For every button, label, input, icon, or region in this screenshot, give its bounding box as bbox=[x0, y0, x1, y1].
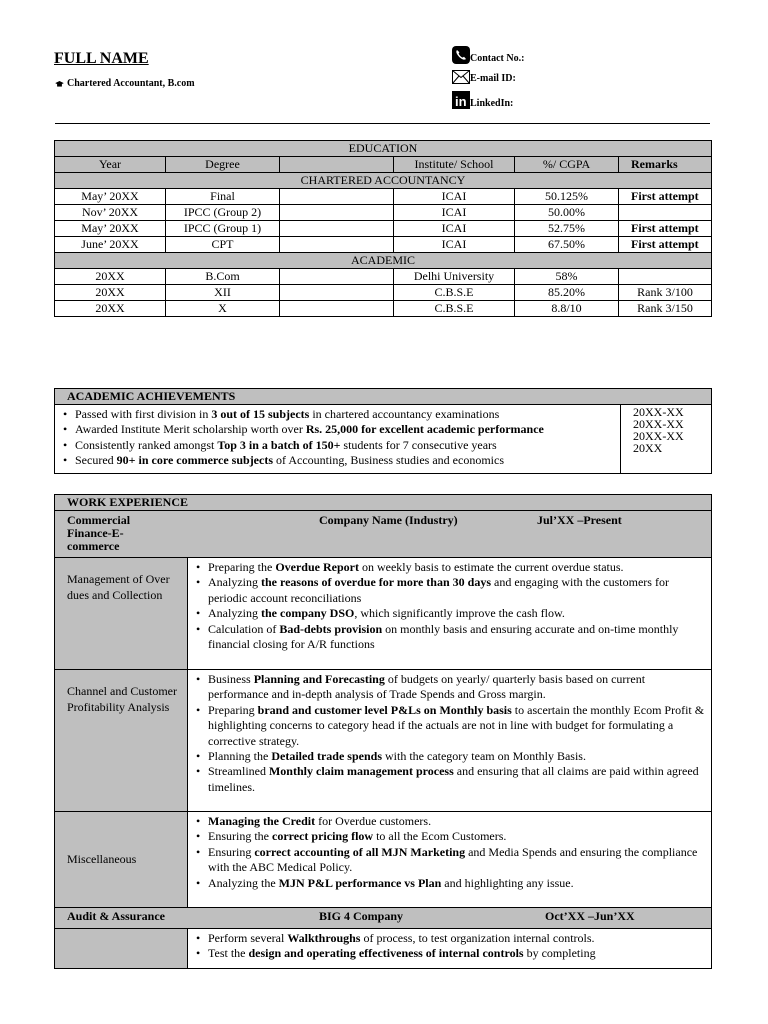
linkedin-label: LinkedIn: bbox=[470, 98, 514, 109]
qualification-text: Chartered Accountant, B.com bbox=[67, 78, 195, 89]
list-item: • Streamlined Monthly claim management process and ensuring that all claims are paid within agreed timelines. bbox=[198, 764, 707, 795]
phone-icon bbox=[452, 46, 470, 64]
ca-title: CHARTERED ACCOUNTANCY bbox=[55, 173, 712, 189]
graduation-cap-icon bbox=[55, 81, 64, 87]
work-title: WORK EXPERIENCE bbox=[55, 495, 712, 511]
header-cgpa: %/ CGPA bbox=[515, 157, 619, 173]
list-item: • Awarded Institute Merit scholarship worth over Rs. 25,000 for excellent academic performance bbox=[65, 422, 618, 437]
job2-section bbox=[55, 929, 712, 969]
list-item: • Perform several Walkthroughs of process, to test organization internal controls. bbox=[198, 931, 707, 946]
header-year: Year bbox=[55, 157, 166, 173]
work-experience-table bbox=[54, 494, 712, 969]
list-item: • Test the design and operating effectiveness of internal controls by completing bbox=[198, 946, 707, 961]
list-item: • Consistently ranked amongst Top 3 in a batch of 150+ students for 7 consecutive years bbox=[65, 438, 618, 453]
table-row: 20XX B.Com Delhi University 58% bbox=[55, 269, 712, 285]
email-icon bbox=[452, 70, 470, 84]
header-divider bbox=[55, 123, 710, 124]
linkedin-row bbox=[452, 91, 513, 109]
job2-company: BIG 4 Company bbox=[319, 909, 404, 923]
table-row: May’ 20XX Final ICAI 50.125% First attempt bbox=[55, 189, 712, 205]
list-item: • Business Planning and Forecasting of budgets on yearly/ quarterly basis based on current performance and in-depth analysis of Trade Spends and Gross margin. bbox=[198, 672, 707, 703]
section-label: Management of Over dues and Collection bbox=[55, 558, 188, 670]
list-item: • Ensuring the correct pricing flow to all the Ecom Customers. bbox=[198, 829, 707, 844]
email-label: E-mail ID: bbox=[470, 73, 516, 84]
achievements-years: 20XX-XX 20XX-XX 20XX-XX 20XX bbox=[621, 405, 712, 474]
job2-period: Oct’XX –Jun’XX bbox=[545, 909, 635, 923]
email-row bbox=[452, 70, 516, 84]
header-remarks: Remarks bbox=[619, 157, 712, 173]
list-item: • Managing the Credit for Overdue customers. bbox=[198, 814, 707, 829]
job1-header bbox=[55, 511, 712, 558]
linkedin-icon bbox=[452, 91, 470, 109]
table-row: Nov’ 20XX IPCC (Group 2) ICAI 50.00% bbox=[55, 205, 712, 221]
job1-company: Company Name (Industry) bbox=[319, 513, 458, 527]
list-item: • Analyzing the reasons of overdue for more than 30 days and engaging with the customers for periodic account reconciliations bbox=[198, 575, 707, 606]
full-name: FULL NAME bbox=[54, 50, 149, 67]
list-item: • Calculation of Bad-debts provision on monthly basis and ensuring accurate and on-time monthly financial closing for A/R functions bbox=[198, 622, 707, 653]
achievements-table bbox=[54, 388, 712, 474]
table-row: May’ 20XX IPCC (Group 1) ICAI 52.75% First attempt bbox=[55, 221, 712, 237]
list-item: • Preparing the Overdue Report on weekly basis to estimate the current overdue status. bbox=[198, 560, 707, 575]
education-title: EDUCATION bbox=[55, 141, 712, 157]
qualification bbox=[55, 78, 195, 89]
section-label: Miscellaneous bbox=[55, 812, 188, 908]
job1-section bbox=[55, 670, 712, 812]
job2-role: Audit & Assurance bbox=[67, 909, 166, 923]
list-item: • Analyzing the company DSO, which significantly improve the cash flow. bbox=[198, 606, 707, 621]
header-blank bbox=[280, 157, 394, 173]
svg-text:in: in bbox=[455, 94, 467, 109]
table-row: 20XX X C.B.S.E 8.8/10 Rank 3/150 bbox=[55, 301, 712, 317]
job1-role: Commercial Finance-E-commerce bbox=[67, 513, 131, 553]
header-institute: Institute/ School bbox=[394, 157, 515, 173]
job2-header bbox=[55, 908, 712, 929]
job1-section bbox=[55, 812, 712, 908]
list-item: • Passed with first division in 3 out of 15 subjects in chartered accountancy examinations bbox=[65, 407, 618, 422]
job1-period: Jul’XX –Present bbox=[537, 513, 622, 527]
table-row: June’ 20XX CPT ICAI 67.50% First attempt bbox=[55, 237, 712, 253]
header-degree: Degree bbox=[166, 157, 280, 173]
section-label: Channel and Customer Profitability Analysis bbox=[55, 670, 188, 812]
list-item: • Secured 90+ in core commerce subjects of Accounting, Business studies and economics bbox=[65, 453, 618, 468]
education-header-row bbox=[55, 157, 712, 173]
job1-section bbox=[55, 558, 712, 670]
academic-title: ACADEMIC bbox=[55, 253, 712, 269]
achievements-title: ACADEMIC ACHIEVEMENTS bbox=[55, 389, 712, 405]
contact-label: Contact No.: bbox=[470, 53, 525, 64]
contact-row bbox=[452, 46, 524, 64]
list-item: • Preparing brand and customer level P&Ls on Monthly basis to ascertain the monthly Ecom Profit & highlighting concerns to category head if the actuals are not in line with budget for formulating a corrective strategy. bbox=[198, 703, 707, 749]
education-table bbox=[54, 140, 712, 317]
list-item: • Planning the Detailed trade spends with the category team on Monthly Basis. bbox=[198, 749, 707, 764]
list-item: • Analyzing the MJN P&L performance vs Plan and highlighting any issue. bbox=[198, 876, 707, 891]
table-row: 20XX XII C.B.S.E 85.20% Rank 3/100 bbox=[55, 285, 712, 301]
list-item: • Ensuring correct accounting of all MJN Marketing and Media Spends and ensuring the compliance with the ABC Medical Policy. bbox=[198, 845, 707, 876]
achievements-list bbox=[55, 405, 621, 474]
